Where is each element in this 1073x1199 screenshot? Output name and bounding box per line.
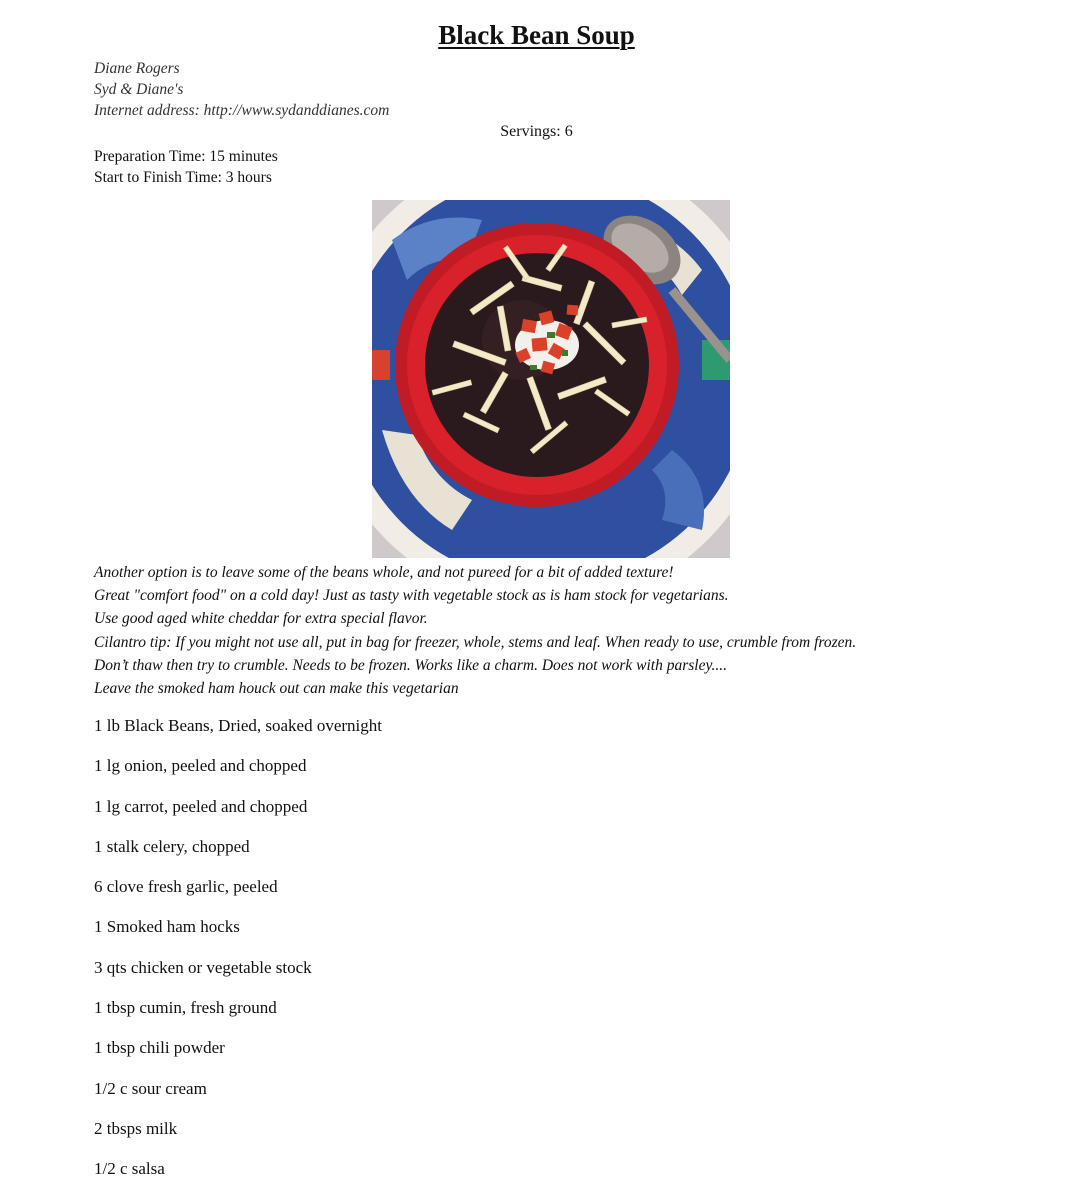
ingredient-item: 1/2 c sour cream: [94, 1078, 207, 1098]
ingredient-item: 1 tbsp cumin, fresh ground: [94, 998, 277, 1018]
recipe-notes: [94, 561, 1034, 700]
prep-time: Preparation Time: 15 minutes: [94, 148, 278, 165]
ingredient-item: 1 Smoked ham hocks: [94, 917, 240, 937]
servings: Servings: 6: [500, 123, 573, 140]
ingredient-item: 1/2 c salsa: [94, 1159, 165, 1179]
ingredient-item: 2 tbsps milk: [94, 1118, 178, 1138]
soup-bowl-illustration: [372, 200, 730, 558]
note-line: Leave the smoked ham houck out can make this vegetarian: [94, 680, 459, 698]
ingredient-list: [94, 715, 382, 1199]
note-line: Great "comfort food" on a cold day! Just as tasty with vegetable stock as is ham stock for vegetarians.: [94, 587, 729, 605]
recipe-attribution: [94, 58, 389, 121]
ingredient-item: 1 tbsp chili powder: [94, 1038, 225, 1058]
ingredient-item: 1 lg carrot, peeled and chopped: [94, 796, 308, 816]
note-line: Another option is to leave some of the beans whole, and not pureed for a bit of added texture!: [94, 564, 674, 581]
ingredient-item: 1 lb Black Beans, Dried, soaked overnight: [94, 716, 382, 735]
ingredient-item: 1 stalk celery, chopped: [94, 836, 250, 856]
recipe-times: [94, 146, 278, 188]
internet-address: Internet address: http://www.sydanddianes.com: [94, 102, 390, 119]
ingredient-item: 1 lg onion, peeled and chopped: [94, 756, 307, 776]
note-line: Don’t thaw then try to crumble. Needs to be frozen. Works like a charm. Does not work with parsley....: [94, 656, 728, 674]
soup-photo: [372, 200, 730, 558]
ingredient-item: 6 clove fresh garlic, peeled: [94, 877, 278, 897]
note-line: Use good aged white cheddar for extra special flavor.: [94, 610, 428, 628]
note-line: Cilantro tip: If you might not use all, put in bag for freezer, whole, stems and leaf. When ready to use, crumble from frozen.: [94, 633, 857, 651]
source-name: Syd & Diane's: [94, 81, 184, 98]
ingredient-item: 3 qts chicken or vegetable stock: [94, 957, 312, 977]
recipe-title: Black Bean Soup: [438, 20, 635, 50]
author-name: Diane Rogers: [94, 60, 180, 77]
total-time: Start to Finish Time: 3 hours: [94, 169, 272, 186]
